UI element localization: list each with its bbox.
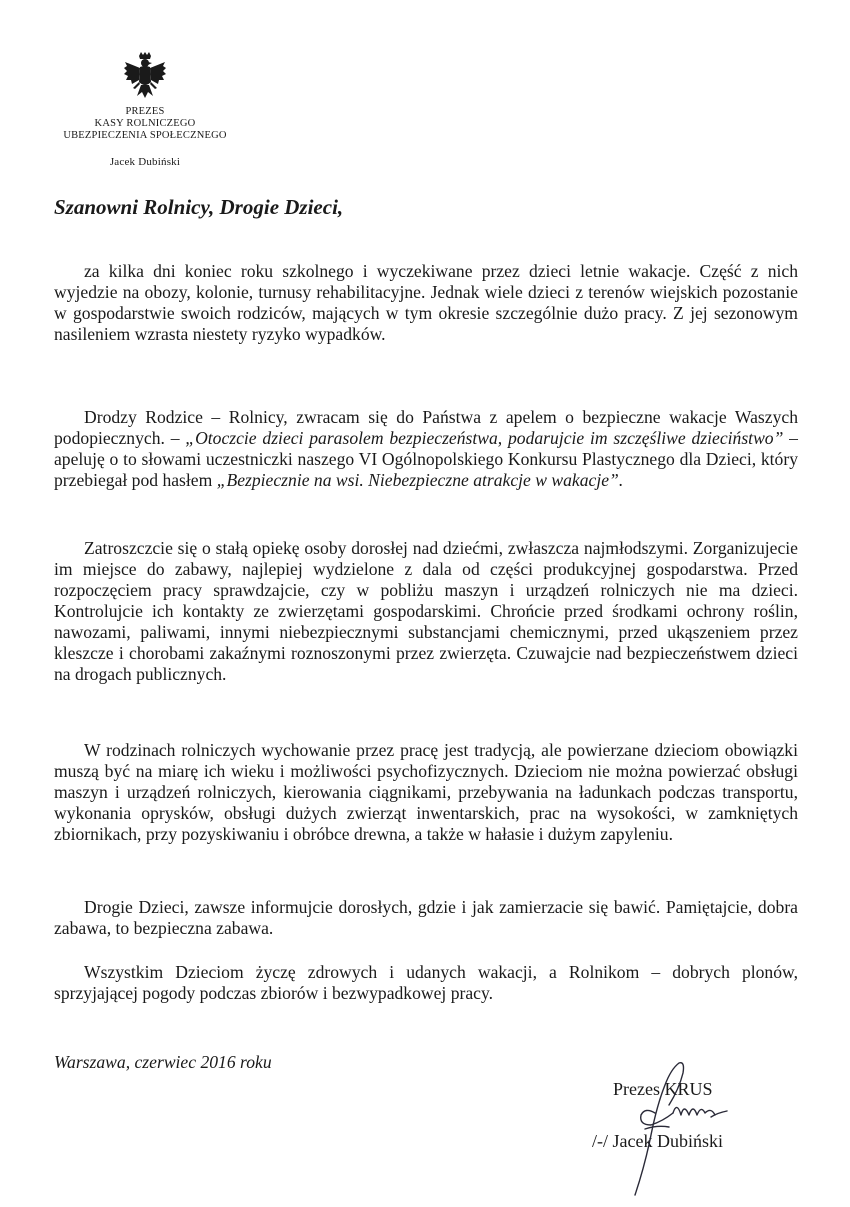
letterhead-line-1: PREZES xyxy=(125,106,165,117)
letterhead-name: Jacek Dubiński xyxy=(109,156,181,168)
paragraph-4 xyxy=(54,740,798,845)
letterhead-line-3: UBEZPIECZENIA SPOŁECZNEGO xyxy=(63,130,227,141)
paragraph-5-text: Drogie Dzieci, zawsze informujcie dorosłych, gdzie i jak zamierzacie się bawić. Pamiętajcie, dobra zabawa, to bezpieczna zabawa. xyxy=(54,897,798,938)
paragraph-2-quote-1: „Otoczcie dzieci parasolem bezpieczeństwa, podarujcie im szczęśliwe dzieciństwo” xyxy=(185,428,784,448)
paragraph-2-quote-2: „Bezpiecznie na wsi. Niebezpieczne atrakcje w wakacje”. xyxy=(216,470,624,490)
salutation: Szanowni Rolnicy, Drogie Dzieci, xyxy=(54,195,344,219)
polish-eagle-emblem-icon xyxy=(123,52,167,102)
paragraph-1-text: za kilka dni koniec roku szkolnego i wyczekiwane przez dzieci letnie wakacje. Część z nich wyjedzie na obozy, kolonie, turnusy rehabilitacyjne. Jednak wiele dzieci z terenów wiejskich pozostanie w gospodarstwie swoich rodziców, mających w tym okresie szczególnie dużo pracy. Z jej sezonowym nasileniem wzrasta niestety ryzyko wypadków. xyxy=(54,261,798,344)
paragraph-4-text: W rodzinach rolniczych wychowanie przez pracę jest tradycją, ale powierzane dzieciom obowiązki muszą być na miarę ich wieku i możliwości psychofizycznych. Dzieciom nie można powierzać obsługi maszyn i urządzeń rolniczych, kierowania ciągnikami, przebywania na ładunkach podczas transportu, wykonania oprysków, obsługi dużych zwierząt inwentarskich, prac na wysokości, w zamkniętych zbiornikach, przy pozyskiwaniu i obróbce drewna, a także w hałasie i dużym zapyleniu. xyxy=(54,740,798,844)
paragraph-5 xyxy=(54,897,798,939)
paragraph-3 xyxy=(54,538,798,685)
letterhead xyxy=(40,52,250,168)
place-date: Warszawa, czerwiec 2016 roku xyxy=(54,1052,272,1072)
handwritten-signature-icon xyxy=(585,1055,785,1200)
signature-title: Prezes KRUS xyxy=(613,1079,713,1099)
letterhead-line-2: KASY ROLNICZEGO xyxy=(94,118,196,129)
paragraph-6 xyxy=(54,962,798,1004)
signature-name: /-/ Jacek Dubiński xyxy=(592,1131,723,1151)
paragraph-6-text: Wszystkim Dzieciom życzę zdrowych i udanych wakacji, a Rolnikom – dobrych plonów, sprzyjającej pogody podczas zbiorów i bezwypadkowej pracy. xyxy=(54,962,798,1003)
paragraph-3-text: Zatroszczcie się o stałą opiekę osoby dorosłej nad dziećmi, zwłaszcza najmłodszymi. Zorganizujecie im miejsce do zabawy, najlepiej wydzielone z dala od części produkcyjnej gospodarstwa. Przed rozpoczęciem pracy sprawdzajcie, czy w pobliżu maszyn i urządzeń rolniczych nie ma dzieci. Kontrolujcie ich kontakty ze zwierzętami gospodarskimi. Chrońcie przed środkami ochrony roślin, nawozami, paliwami, innymi niebezpiecznymi substancjami chemicznymi, przed ukąszeniem przez kleszcze i chorobami zakaźnymi roznoszonymi przez zwierzęta. Czuwajcie nad bezpieczeństwem dzieci na drogach publicznych. xyxy=(54,538,798,684)
paragraph-2-text-a: Drodzy Rodzice – Rolnicy, zwracam się do Państwa z apelem o bezpieczne wakacje Waszych podopiecznych. – xyxy=(54,407,798,448)
paragraph-2 xyxy=(54,407,798,491)
paragraph-2-text-c: – apeluję o to słowami uczestniczki naszego VI Ogólnopolskiego Konkursu Plastycznego dla Dzieci, który przebiegał pod hasłem xyxy=(54,428,798,490)
paragraph-1 xyxy=(54,261,798,345)
